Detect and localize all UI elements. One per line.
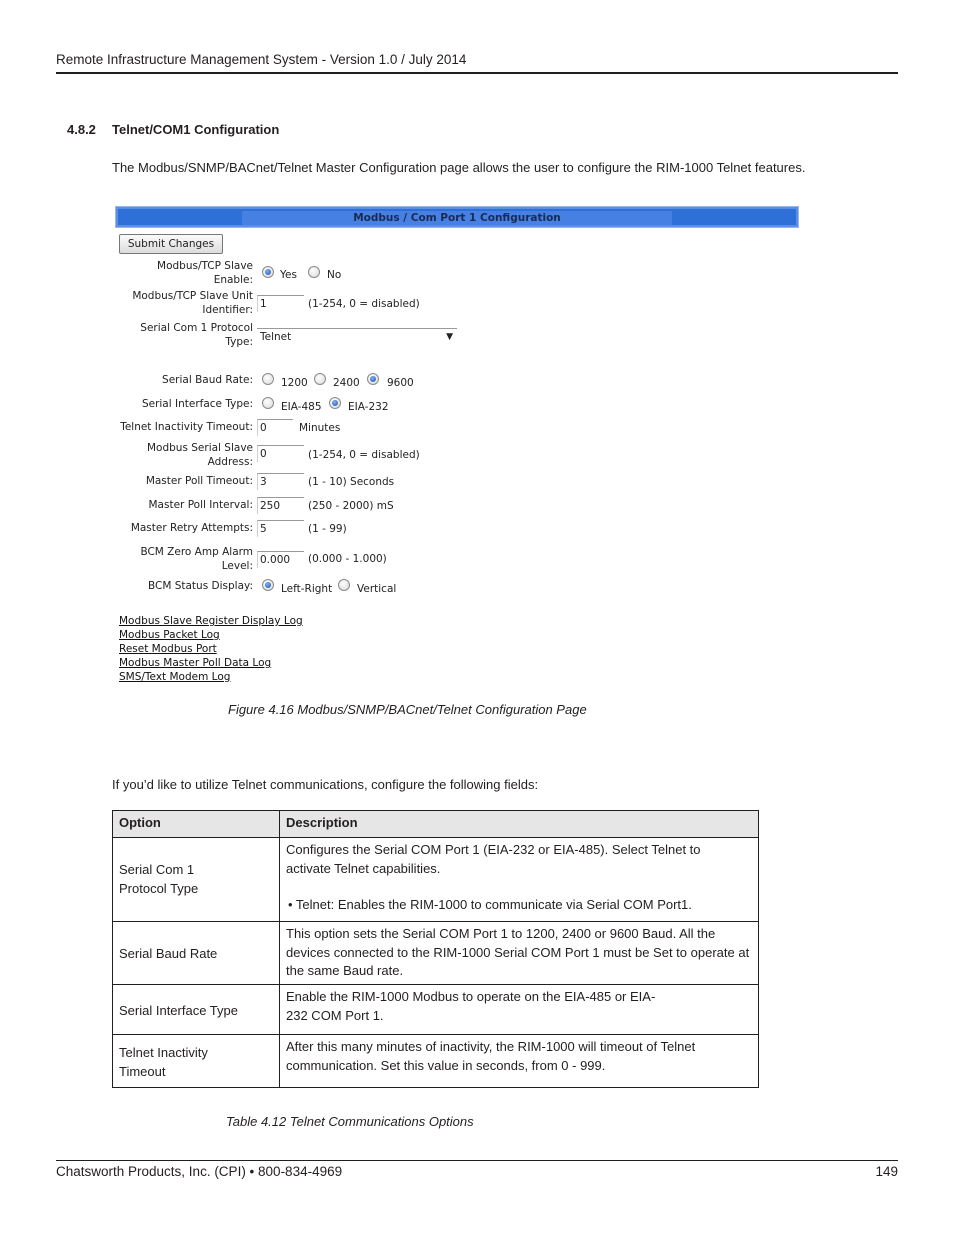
retry-input[interactable]: 5 [257, 520, 304, 537]
interface-485-radio[interactable] [262, 397, 274, 409]
section-heading [67, 122, 279, 137]
poll-interval-note: (250 - 2000) mS [308, 500, 394, 512]
link-master-poll-log[interactable]: Modbus Master Poll Data Log [119, 657, 272, 669]
interface-label: Serial Interface Type: [141, 398, 253, 410]
serial-slave-label: Modbus Serial Slave Address: [146, 442, 253, 468]
description-cell: After this many minutes of inactivity, the RIM-1000 will timeout of Telnet communication. Set this value in seconds, from 0 - 999. [280, 1035, 759, 1088]
link-packet-log[interactable]: Modbus Packet Log [119, 629, 220, 641]
options-table [112, 810, 759, 1088]
description-cell: Enable the RIM-1000 Modbus to operate on the EIA-485 or EIA-232 COM Port 1. [280, 985, 759, 1035]
baud-2400-label: 2400 [333, 377, 360, 389]
footer-company: Chatsworth Products, Inc. (CPI) • 800-834-4969 [56, 1164, 343, 1179]
zero-amp-note: (0.000 - 1.000) [308, 553, 387, 565]
slave-enable-yes-label: Yes [280, 269, 297, 281]
poll-interval-input[interactable]: 250 [257, 497, 304, 514]
description-text: Configures the Serial COM Port 1 (EIA-232 or EIA-485). Select Telnet to activate Telnet capabilities. [286, 842, 701, 876]
serial-slave-note: (1-254, 0 = disabled) [308, 449, 420, 461]
serial-slave-input[interactable]: 0 [257, 445, 304, 462]
option-line: Telnet Inactivity [119, 1045, 208, 1060]
table-row [113, 838, 759, 922]
table-row [113, 922, 759, 985]
option-cell: Serial Baud Rate [113, 922, 280, 985]
status-left-right-radio[interactable] [262, 579, 274, 591]
option-cell [113, 1035, 280, 1088]
table-caption: Table 4.12 Telnet Communications Options [226, 1114, 474, 1129]
interface-232-radio[interactable] [329, 397, 341, 409]
retry-note: (1 - 99) [308, 523, 347, 535]
config-screenshot [116, 207, 802, 687]
option-line: Protocol Type [119, 880, 199, 896]
header-option: Option [113, 811, 280, 838]
retry-label: Master Retry Attempts: [130, 522, 253, 534]
status-left-right-label: Left-Right [281, 583, 333, 595]
option-line: Serial Com 1 [119, 862, 195, 877]
inactivity-input[interactable]: 0 [257, 419, 293, 436]
log-links [119, 614, 303, 684]
interface-485-label: EIA-485 [281, 401, 322, 413]
poll-interval-label: Master Poll Interval: [148, 499, 253, 511]
slave-unit-note: (1-254, 0 = disabled) [308, 298, 420, 310]
table-row [113, 1035, 759, 1088]
chevron-down-icon: ▼ [446, 332, 453, 342]
link-sms-modem-log[interactable]: SMS/Text Modem Log [119, 671, 231, 683]
protocol-label: Serial Com 1 Protocol Type: [140, 322, 253, 348]
link-reset-port[interactable]: Reset Modbus Port [119, 643, 217, 655]
slave-unit-label: Modbus/TCP Slave Unit Identifier: [132, 290, 253, 316]
poll-timeout-note: (1 - 10) Seconds [308, 476, 395, 488]
zero-amp-label: BCM Zero Amp Alarm Level: [140, 546, 253, 572]
status-vertical-label: Vertical [357, 583, 397, 595]
option-cell [113, 838, 280, 922]
link-slave-register-log[interactable]: Modbus Slave Register Display Log [119, 615, 303, 627]
page-footer [56, 1160, 898, 1179]
description-cell [280, 838, 759, 922]
status-display-label: BCM Status Display: [147, 580, 253, 592]
header-title: Remote Infrastructure Management System - Version 1.0 / July 2014 [56, 52, 467, 67]
option-line: Timeout [119, 1063, 166, 1079]
lead-paragraph: If you’d like to utilize Telnet communications, configure the following fields: [112, 777, 539, 792]
interface-232-label: EIA-232 [348, 401, 389, 413]
baud-label: Serial Baud Rate: [162, 374, 253, 386]
page-number: 149 [875, 1164, 898, 1179]
inactivity-note: Minutes [299, 422, 341, 434]
option-cell: Serial Interface Type [113, 985, 280, 1035]
baud-1200-label: 1200 [281, 377, 308, 389]
status-vertical-radio[interactable] [338, 579, 350, 591]
inactivity-label: Telnet Inactivity Timeout: [120, 421, 253, 433]
slave-enable-label: Modbus/TCP Slave Enable: [157, 260, 253, 286]
table-header-row [113, 811, 759, 838]
poll-timeout-label: Master Poll Timeout: [145, 475, 253, 487]
slave-enable-yes-radio[interactable] [262, 266, 274, 278]
baud-1200-radio[interactable] [262, 373, 274, 385]
protocol-select[interactable] [257, 328, 457, 344]
intro-paragraph: The Modbus/SNMP/BACnet/Telnet Master Configuration page allows the user to configure the RIM-1000 Telnet features. [112, 160, 806, 175]
poll-timeout-input[interactable]: 3 [257, 473, 304, 490]
slave-enable-no-label: No [327, 269, 342, 281]
baud-9600-label: 9600 [387, 377, 414, 389]
table-row [113, 985, 759, 1035]
description-cell: This option sets the Serial COM Port 1 to 1200, 2400 or 9600 Baud. All the devices connected to the RIM-1000 Serial COM Port 1 must be Set to operate at the same Baud rate. [280, 922, 759, 985]
page-header [56, 52, 898, 74]
submit-changes-button[interactable]: Submit Changes [119, 234, 223, 254]
figure-caption: Figure 4.16 Modbus/SNMP/BACnet/Telnet Configuration Page [228, 702, 587, 717]
config-title: Modbus / Com Port 1 Configuration [242, 211, 672, 225]
slave-enable-no-radio[interactable] [308, 266, 320, 278]
section-number: 4.8.2 [67, 122, 96, 137]
slave-unit-input[interactable]: 1 [257, 295, 304, 312]
baud-2400-radio[interactable] [314, 373, 326, 385]
header-description: Description [280, 811, 759, 838]
protocol-value: Telnet [260, 331, 292, 343]
zero-amp-input[interactable]: 0.000 [257, 551, 304, 568]
baud-9600-radio[interactable] [367, 373, 379, 385]
section-title: Telnet/COM1 Configuration [112, 122, 280, 137]
config-title-bar [116, 207, 798, 227]
bullet-text: • Telnet: Enables the RIM-1000 to communicate via Serial COM Port1. [288, 897, 692, 912]
